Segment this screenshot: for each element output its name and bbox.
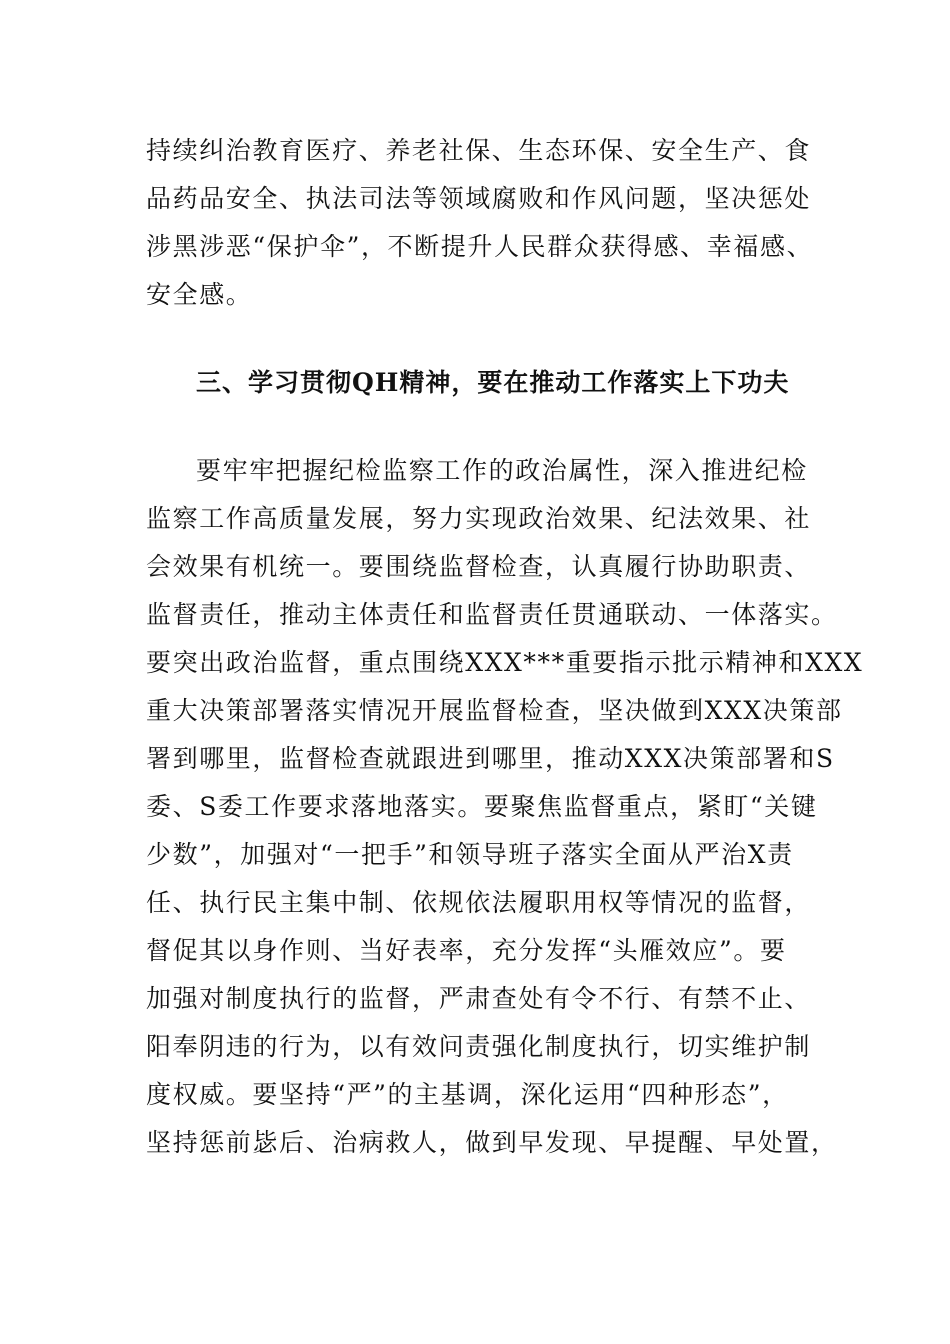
paragraph-2-line-13: 阳奉阴违的行为，以有效问责强化制度执行，切实维护制	[146, 1032, 812, 1061]
paragraph-2-line-7: 署到哪里，监督检查就跟进到哪里，推动XXX决策部署和S	[146, 744, 835, 773]
paragraph-1-line-1: 持续纠治教育医疗、养老社保、生态环保、安全生产、食	[146, 136, 812, 165]
paragraph-2-line-2: 监察工作高质量发展，努力实现政治效果、纪法效果、社	[146, 504, 812, 533]
paragraph-2-line-5: 要突出政治监督，重点围绕XXX***重要指示批示精神和XXX	[146, 648, 864, 677]
paragraph-2-line-8: 委、S委工作要求落地落实。要聚焦监督重点，紧盯“关键	[146, 792, 818, 821]
paragraph-2-line-4: 监督责任，推动主体责任和监督责任贯通联动、一体落实。	[146, 600, 838, 629]
paragraph-1-line-3: 涉黑涉恶“保护伞”，不断提升人民群众获得感、幸福感、	[146, 232, 814, 261]
paragraph-2-line-6: 重大决策部署落实情况开展监督检查，坚决做到XXX决策部	[146, 696, 843, 725]
paragraph-2-line-3: 会效果有机统一。要围绕监督检查，认真履行协助职责、	[146, 552, 812, 581]
paragraph-2-line-15: 坚持惩前毖后、治病救人，做到早发现、早提醒、早处置，	[146, 1128, 838, 1157]
paragraph-2-line-12: 加强对制度执行的监督，严肃查处有令不行、有禁不止、	[146, 984, 812, 1013]
paragraph-1-line-2: 品药品安全、执法司法等领域腐败和作风问题，坚决惩处	[146, 184, 812, 213]
paragraph-1-line-4: 安全感。	[146, 280, 253, 309]
paragraph-2-line-14: 度权威。要坚持“严”的主基调，深化运用“四种形态”，	[146, 1080, 789, 1109]
paragraph-2-line-9: 少数”，加强对“一把手”和领导班子落实全面从严治X责	[146, 840, 794, 869]
paragraph-2-line-1: 要牢牢把握纪检监察工作的政治属性，深入推进纪检	[196, 456, 808, 485]
paragraph-2-line-11: 督促其以身作则、当好表率，充分发挥“头雁效应”。要	[146, 936, 787, 965]
paragraph-2-line-10: 任、执行民主集中制、依规依法履职用权等情况的监督，	[146, 888, 812, 917]
section-heading: 三、学习贯彻QH精神，要在推动工作落实上下功夫	[196, 368, 790, 397]
